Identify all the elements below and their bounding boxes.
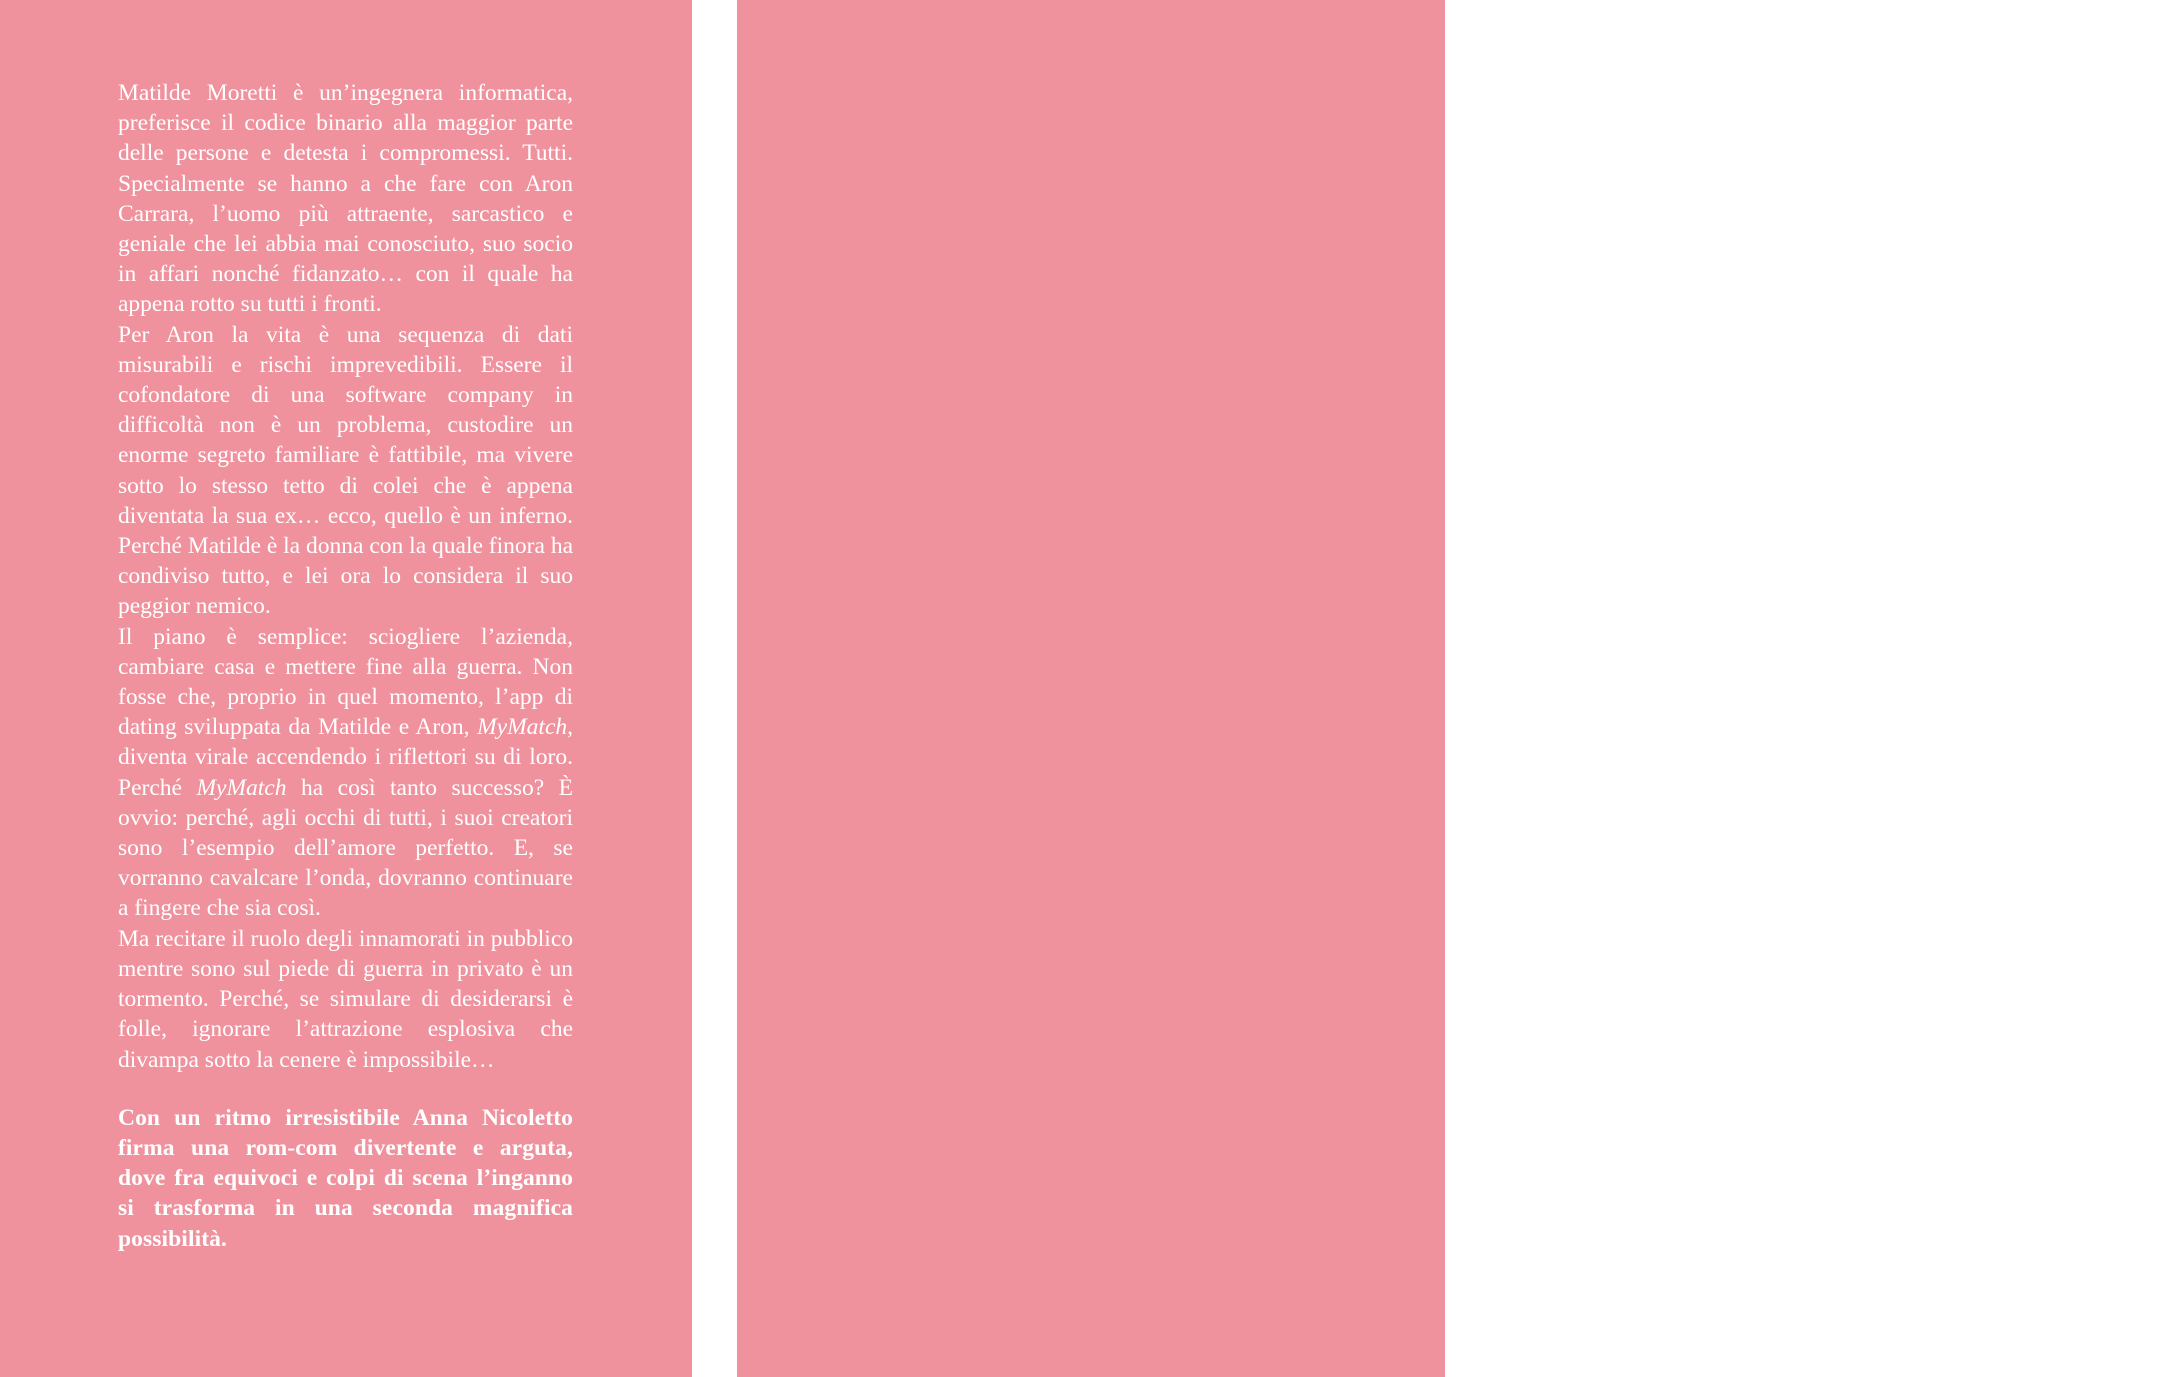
blurb-paragraph-3: Il piano è semplice: sciogliere l’azienda, cambiare casa e mettere fine alla guerra. Non fosse che, proprio in quel momento, l’app di dating sviluppata da Matilde e Aron, MyMatch, diventa virale accendendo i riflettori su di loro. Perché MyMatch ha così tanto successo? È ovvio: perché, agli occhi di tutti, i suoi creatori sono l’esempio dell’amore perfetto. E, se vorranno cavalcare l’onda, dovranno continuare a fingere che sia così. <box>118 623 573 922</box>
credit-line-1: Progetto grafico: Rocío Isabel González <box>1707 1229 1949 1245</box>
flap-footer <box>1474 1110 2182 1309</box>
credit-line-4: © natalyon / Adobe Stock - © Anastasia / Adobe Stock <box>1663 1290 1993 1307</box>
blurb-highlight: Con un ritmo irresistibile Anna Nicoletto firma una rom-com divertente e arguta, dove fra equivoci e colpi di scena l’inganno si trasforma in una seconda magnifica possibilità. <box>118 1104 573 1252</box>
back-cover-panel <box>0 0 692 1377</box>
author-name: ANNA NICOLETTO <box>1603 74 2022 125</box>
front-flap-panel <box>737 0 2060 1377</box>
panel-divider <box>692 0 737 1377</box>
credit-line-3: elaborazione digitale da © Prostorina / Adobe Stock <box>1671 1270 1985 1286</box>
cover-credits <box>1474 1227 2182 1309</box>
blurb-paragraph-2: Per Aron la vita è una sequenza di dati misurabili e rischi imprevedibili. Essere il cofondatore di una software company in difficoltà non è un problema, custodire un enorme segreto familiare è fattibile, ma vivere sotto lo stesso tetto di colei che è appena diventata la sua ex… ecco, quello è un inferno. Perché Matilde è la donna con la quale finora ha condiviso tutto, e lei ora lo considera il suo peggior nemico. <box>118 321 573 620</box>
blurb-paragraph-1: Matilde Moretti è un’ingegnera informatica, preferisce il codice binario alla maggior parte delle persone e detesta i compromessi. Tutti. Specialmente se hanno a che fare con Aron Carrara, l’uomo più attraente, sarcastico e geniale che lei abbia mai conosciuto, suo socio in affari nonché fidanzato… con il quale ha appena rotto su tutti i fronti. <box>118 80 573 318</box>
publisher-website[interactable]: www.giunti.it <box>1771 1112 1885 1134</box>
back-cover-blurb <box>118 78 573 1254</box>
blurb-paragraph-4: Ma recitare il ruolo degli innamorati in pubblico mentre sono sul piede di guerra in privato è un tormento. Perché, se simulare di desiderarsi è folle, ignorare l’attrazione esplosiva che divampa sotto la cenere è impossibile… <box>118 925 573 1073</box>
credit-line-2: Illustrazione in copertina: <box>1750 1249 1906 1266</box>
author-bio: vive in provincia di Padova con il marito, due figli e un gatto nero. È una delle autrici più note nel panorama della narrativa rosa contemporanea, con romanzi molto amati come Nemici, Office War, Fino a Marte e ritorno e la serie Gli effetti collaterali. <box>1603 137 2060 315</box>
ebook-availability-note: Disponibile anche in versione ebook <box>1667 1162 1989 1187</box>
